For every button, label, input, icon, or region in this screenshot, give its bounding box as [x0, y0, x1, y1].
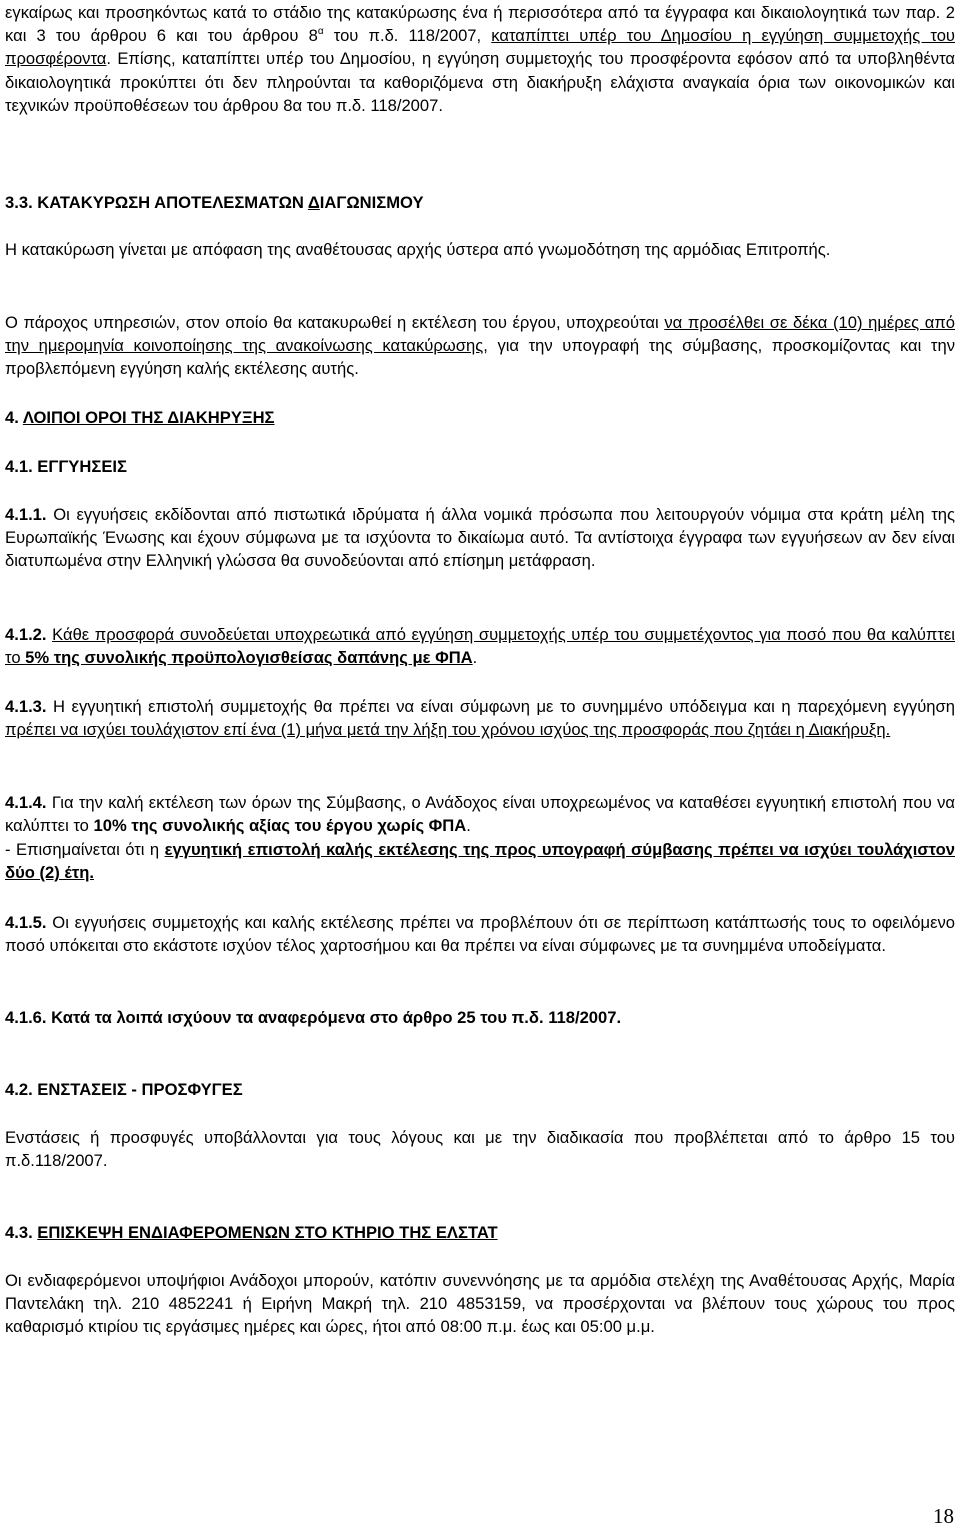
- clause-4-1-1: 4.1.1. Οι εγγυήσεις εκδίδονται από πιστωτικά ιδρύματα ή άλλα νομικά πρόσωπα που λειτουργούν νόμιμα στα κράτη μέλη της Ευρωπαϊκής Ένωσης και έχουν σύμφωνα με τα ισχύοντα το δικαίωμα αυτό. Τα αντίστοιχα έγγραφα των εγγυήσεων αν δεν είναι διατυπωμένα στην Ελληνική γλώσσα θα συνοδεύονται από επίσημη μετάφραση.: [5, 505, 955, 571]
- visit-paragraph: Οι ενδιαφερόμενοι υποψήφιοι Ανάδοχοι μπορούν, κατόπιν συνεννόησης με τα αρμόδια στελέχη της Αναθέτουσας Αρχής, Μαρία Παντελάκη τηλ. 210 4852241 ή Ειρήνη Μακρή τηλ. 210 4853159, να προσέρχονται να βλέπουν τους χώρους του προς καθαρισμό κτιρίου τις εργάσιμες ημέρες και ώρες, ήτοι από 08:00 π.μ. έως και 05:00 μ.μ.: [5, 1271, 955, 1337]
- forfeit-guarantee-text: καταπίπτει υπέρ του Δημοσίου η εγγύηση συμμετοχής του προσφέροντα: [5, 26, 955, 69]
- award-paragraph: Η κατακύρωση γίνεται με απόφαση της αναθέτουσας αρχής ύστερα από γνωμοδότηση της αρμόδιας Επιτροπής.: [5, 240, 831, 259]
- clause-4-1-4: 4.1.4. Για την καλή εκτέλεση των όρων της Σύμβασης, ο Ανάδοχος είναι υποχρεωμένος να καταθέσει εγγυητική επιστολή που να καλύπτει το 10% της συνολικής αξίας του έργου χωρίς ΦΠΑ.: [5, 793, 955, 836]
- clause-4-1-6: 4.1.6. Κατά τα λοιπά ισχύουν τα αναφερόμενα στο άρθρο 25 του π.δ. 118/2007.: [5, 1008, 622, 1027]
- section-3-3-heading: 3.3. ΚΑΤΑΚΥΡΩΣΗ ΑΠΟΤΕΛΕΣΜΑΤΩΝ ΔΙΑΓΩΝΙΣΜΟΥ: [5, 193, 424, 212]
- clause-4-1-4-note: - Επισημαίνεται ότι η εγγυητική επιστολή καλής εκτέλεσης της προς υπογραφή σύμβασης πρέπει να ισχύει τουλάχιστον δύο (2) έτη.: [5, 840, 955, 883]
- clause-4-1-2: 4.1.2. Κάθε προσφορά συνοδεύεται υποχρεωτικά από εγγύηση συμμετοχής υπέρ του συμμετέχοντος για ποσό που θα καλύπτει το 5% της συνολικής προϋπολογισθείσας δαπάνης με ΦΠΑ.: [5, 625, 955, 668]
- section-4-1-heading: 4.1. ΕΓΓΥΗΣΕΙΣ: [5, 457, 127, 476]
- objections-paragraph: Ενστάσεις ή προσφυγές υποβάλλονται για τους λόγους και με την διαδικασία που προβλέπεται από το άρθρο 15 του π.δ.118/2007.: [5, 1128, 955, 1171]
- page-number: 18: [933, 1504, 954, 1528]
- section-4-3-heading: 4.3. ΕΠΙΣΚΕΨΗ ΕΝΔΙΑΦΕΡΟΜΕΝΩΝ ΣΤΟ ΚΤΗΡΙΟ ΤΗΣ ΕΛΣΤΑΤ: [5, 1223, 498, 1242]
- clause-4-1-5: 4.1.5. Οι εγγυήσεις συμμετοχής και καλής εκτέλεσης πρέπει να προβλέπουν ότι σε περίπτωση κατάπτωσής τους το οφειλόμενο ποσό υπόκειται στο εκάστοτε ισχύον τέλος χαρτοσήμου και θα πρέπει να είναι σύμφωνες με τα συνημμένα υποδείγματα.: [5, 913, 955, 956]
- section-4-2-heading: 4.2. ΕΝΣΤΑΣΕΙΣ - ΠΡΟΣΦΥΓΕΣ: [5, 1080, 243, 1099]
- intro-paragraph: εγκαίρως και προσηκόντως κατά το στάδιο της κατακύρωσης ένα ή περισσότερα από τα έγγραφα και δικαιολογητικά των παρ. 2 και 3 του άρθρου 6 και του άρθρου $8^\alpha$ του π.δ. 118/2007, καταπίπτει υπέρ του Δημοσίου η εγγύηση συμμετοχής του προσφέροντα. Επίσης, καταπίπτει υπέρ του Δημοσίου, η εγγύηση συμμετοχής του προσφέροντα εφόσον από τα υποβληθέντα δικαιολογητικά προκύπτει ότι δεν πληρούνται τα καθοριζόμενα στη διακήρυξη ελάχιστα αναγκαία όρια των οικονομικών και τεχνικών προϋποθέσεων του άρθρου 8α του π.δ. 118/2007.: [5, 3, 955, 115]
- clause-4-1-3: 4.1.3. Η εγγυητική επιστολή συμμετοχής θα πρέπει να είναι σύμφωνη με το συνημμένο υπόδειγμα και η παρεχόμενη εγγύηση πρέπει να ισχύει τουλάχιστον επί ένα (1) μήνα μετά την λήξη του χρόνου ισχύος της προσφοράς που ζητάει η Διακήρυξη.: [5, 697, 955, 740]
- section-4-heading: 4. ΛΟΙΠΟΙ ΟΡΟΙ ΤΗΣ ΔΙΑΚΗΡΥΞΗΣ: [5, 408, 275, 427]
- provider-paragraph: Ο πάροχος υπηρεσιών, στον οποίο θα κατακυρωθεί η εκτέλεση του έργου, υποχρεούται να προσέλθει σε δέκα (10) ημέρες από την ημερομηνία κοινοποίησης της ανακοίνωσης κατακύρωσης, για την υπογραφή της σύμβασης, προσκομίζοντας και την προβλεπόμενη εγγύηση καλής εκτέλεσης αυτής.: [5, 313, 955, 379]
